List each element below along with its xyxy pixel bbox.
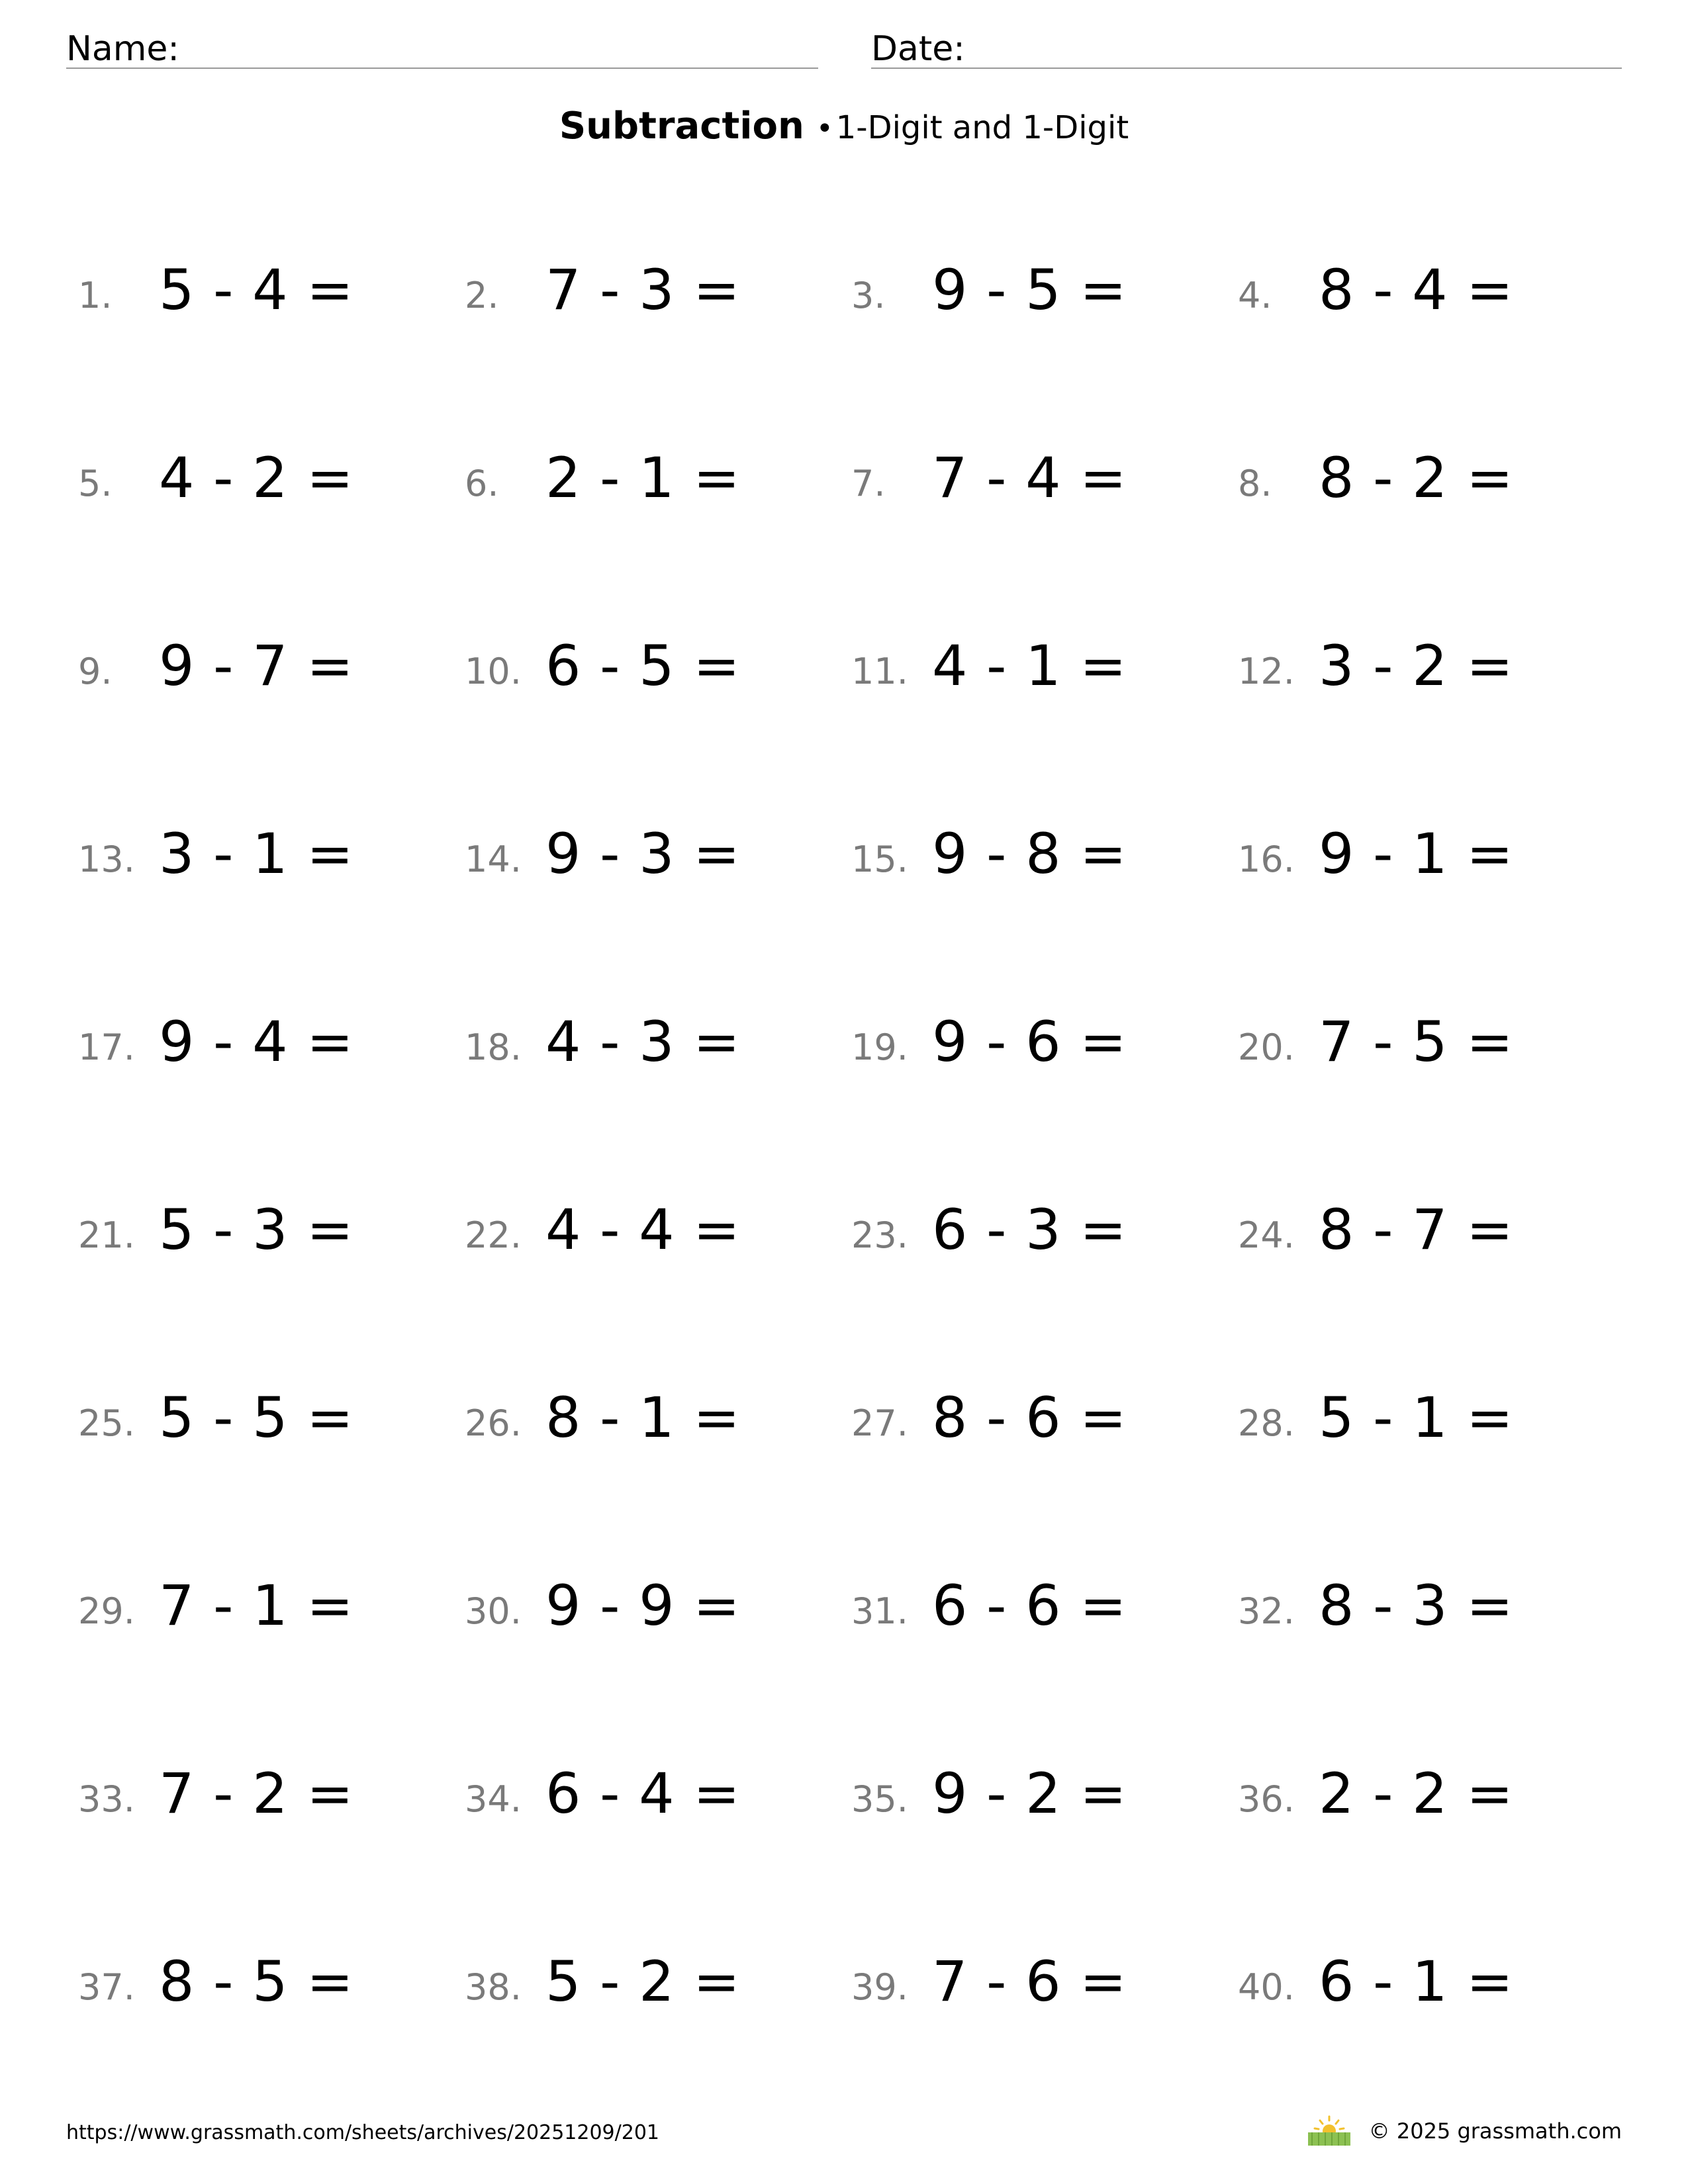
problem-number: 35.	[851, 1778, 908, 1820]
problem-number: 37.	[78, 1966, 135, 2008]
problem-number: 27.	[851, 1402, 908, 1444]
problem-number: 29.	[78, 1590, 135, 1632]
problem-item	[78, 1756, 449, 1836]
problem-item	[465, 817, 835, 896]
problem-item	[78, 1381, 449, 1460]
problem-number: 12.	[1238, 651, 1295, 692]
problem-number: 23.	[851, 1214, 908, 1256]
problem-item	[465, 1569, 835, 1648]
problem-number: 25.	[78, 1402, 135, 1444]
problem-expression: 4 - 1 =	[932, 633, 1127, 698]
problem-item	[1238, 1381, 1609, 1460]
problem-item	[1238, 1005, 1609, 1084]
problem-number: 24.	[1238, 1214, 1295, 1256]
problem-item	[78, 1569, 449, 1648]
problem-expression: 7 - 2 =	[159, 1761, 354, 1826]
copyright-text: © 2025 grassmath.com	[1368, 2118, 1622, 2144]
problem-item	[1238, 817, 1609, 896]
grass-sun-logo-icon	[1305, 2115, 1353, 2147]
problem-number: 11.	[851, 651, 908, 692]
problem-number: 5.	[78, 463, 113, 504]
name-field[interactable]	[66, 28, 818, 69]
problem-expression: 2 - 1 =	[545, 445, 741, 510]
problem-number: 22.	[465, 1214, 522, 1256]
problem-item	[851, 1569, 1222, 1648]
problem-item	[78, 1193, 449, 1272]
problem-item	[78, 253, 449, 332]
problem-item	[1238, 253, 1609, 332]
problem-number: 6.	[465, 463, 499, 504]
problem-number: 21.	[78, 1214, 135, 1256]
problem-number: 28.	[1238, 1402, 1295, 1444]
problem-item	[851, 1005, 1222, 1084]
problem-number: 1.	[78, 275, 113, 316]
problem-item	[465, 1944, 835, 2024]
footer-url: https://www.grassmath.com/sheets/archives/20251209/201	[66, 2121, 660, 2144]
problem-expression: 8 - 7 =	[1319, 1197, 1514, 1262]
footer-right	[1305, 2114, 1622, 2148]
problem-number: 30.	[465, 1590, 522, 1632]
problem-expression: 5 - 3 =	[159, 1197, 354, 1262]
problem-expression: 5 - 4 =	[159, 257, 354, 322]
problem-number: 9.	[78, 651, 113, 692]
problem-item	[851, 1944, 1222, 2024]
problem-grid	[0, 199, 1688, 2085]
problem-number: 32.	[1238, 1590, 1295, 1632]
problem-number: 36.	[1238, 1778, 1295, 1820]
problem-item	[1238, 441, 1609, 520]
problem-expression: 9 - 9 =	[545, 1573, 741, 1638]
problem-expression: 8 - 1 =	[545, 1385, 741, 1450]
problem-number: 20.	[1238, 1026, 1295, 1068]
problem-number: 2.	[465, 275, 499, 316]
problem-item	[465, 253, 835, 332]
problem-item	[78, 1944, 449, 2024]
title-subtitle: 1-Digit and 1-Digit	[835, 109, 1129, 146]
problem-expression: 8 - 6 =	[932, 1385, 1127, 1450]
problem-item	[465, 1005, 835, 1084]
problem-expression: 5 - 2 =	[545, 1949, 741, 2014]
problem-number: 33.	[78, 1778, 135, 1820]
problem-number: 4.	[1238, 275, 1272, 316]
problem-expression: 6 - 4 =	[545, 1761, 741, 1826]
problem-number: 40.	[1238, 1966, 1295, 2008]
problem-expression: 7 - 1 =	[159, 1573, 354, 1638]
problem-number: 17.	[78, 1026, 135, 1068]
problem-item	[851, 1381, 1222, 1460]
problem-number: 13.	[78, 839, 135, 880]
problem-item	[465, 629, 835, 708]
problem-item	[1238, 1569, 1609, 1648]
problem-number: 8.	[1238, 463, 1272, 504]
problem-expression: 4 - 4 =	[545, 1197, 741, 1262]
problem-item	[465, 441, 835, 520]
problem-number: 18.	[465, 1026, 522, 1068]
problem-item	[851, 253, 1222, 332]
date-label: Date:	[871, 29, 965, 69]
problem-item	[78, 441, 449, 520]
problem-expression: 6 - 1 =	[1319, 1949, 1514, 2014]
problem-item	[465, 1381, 835, 1460]
problem-expression: 3 - 1 =	[159, 821, 354, 886]
problem-number: 26.	[465, 1402, 522, 1444]
problem-item	[465, 1756, 835, 1836]
problem-expression: 9 - 2 =	[932, 1761, 1127, 1826]
problem-expression: 6 - 3 =	[932, 1197, 1127, 1262]
problem-item	[465, 1193, 835, 1272]
problem-expression: 5 - 1 =	[1319, 1385, 1514, 1450]
problem-expression: 6 - 5 =	[545, 633, 741, 698]
problem-expression: 8 - 5 =	[159, 1949, 354, 2014]
problem-number: 31.	[851, 1590, 908, 1632]
problem-expression: 9 - 4 =	[159, 1009, 354, 1074]
problem-number: 7.	[851, 463, 886, 504]
date-field[interactable]	[871, 28, 1622, 69]
problem-item	[851, 1756, 1222, 1836]
problem-item	[78, 1005, 449, 1084]
title-main: Subtraction	[559, 105, 804, 148]
problem-expression: 7 - 4 =	[932, 445, 1127, 510]
problem-item	[1238, 1944, 1609, 2024]
problem-expression: 5 - 5 =	[159, 1385, 354, 1450]
problem-number: 19.	[851, 1026, 908, 1068]
problem-expression: 7 - 6 =	[932, 1949, 1127, 2014]
problem-expression: 9 - 5 =	[932, 257, 1127, 322]
problem-expression: 9 - 1 =	[1319, 821, 1514, 886]
problem-expression: 9 - 8 =	[932, 821, 1127, 886]
problem-number: 38.	[465, 1966, 522, 2008]
problem-item	[851, 629, 1222, 708]
problem-item	[851, 817, 1222, 896]
problem-item	[1238, 1193, 1609, 1272]
problem-expression: 6 - 6 =	[932, 1573, 1127, 1638]
problem-item	[1238, 629, 1609, 708]
problem-expression: 9 - 6 =	[932, 1009, 1127, 1074]
problem-number: 16.	[1238, 839, 1295, 880]
problem-number: 15.	[851, 839, 908, 880]
problem-item	[851, 1193, 1222, 1272]
problem-expression: 7 - 5 =	[1319, 1009, 1514, 1074]
problem-expression: 8 - 4 =	[1319, 257, 1514, 322]
problem-item	[78, 817, 449, 896]
problem-expression: 4 - 2 =	[159, 445, 354, 510]
problem-number: 34.	[465, 1778, 522, 1820]
problem-expression: 8 - 3 =	[1319, 1573, 1514, 1638]
problem-item	[78, 629, 449, 708]
problem-expression: 7 - 3 =	[545, 257, 741, 322]
problem-expression: 3 - 2 =	[1319, 633, 1514, 698]
problem-item	[851, 441, 1222, 520]
title-separator: •	[816, 112, 833, 146]
problem-expression: 9 - 3 =	[545, 821, 741, 886]
problem-expression: 2 - 2 =	[1319, 1761, 1514, 1826]
problem-expression: 9 - 7 =	[159, 633, 354, 698]
problem-number: 3.	[851, 275, 886, 316]
worksheet-title	[0, 105, 1688, 148]
problem-number: 14.	[465, 839, 522, 880]
problem-item	[1238, 1756, 1609, 1836]
problem-number: 39.	[851, 1966, 908, 2008]
name-label: Name:	[66, 29, 179, 69]
problem-expression: 8 - 2 =	[1319, 445, 1514, 510]
problem-expression: 4 - 3 =	[545, 1009, 741, 1074]
problem-number: 10.	[465, 651, 522, 692]
